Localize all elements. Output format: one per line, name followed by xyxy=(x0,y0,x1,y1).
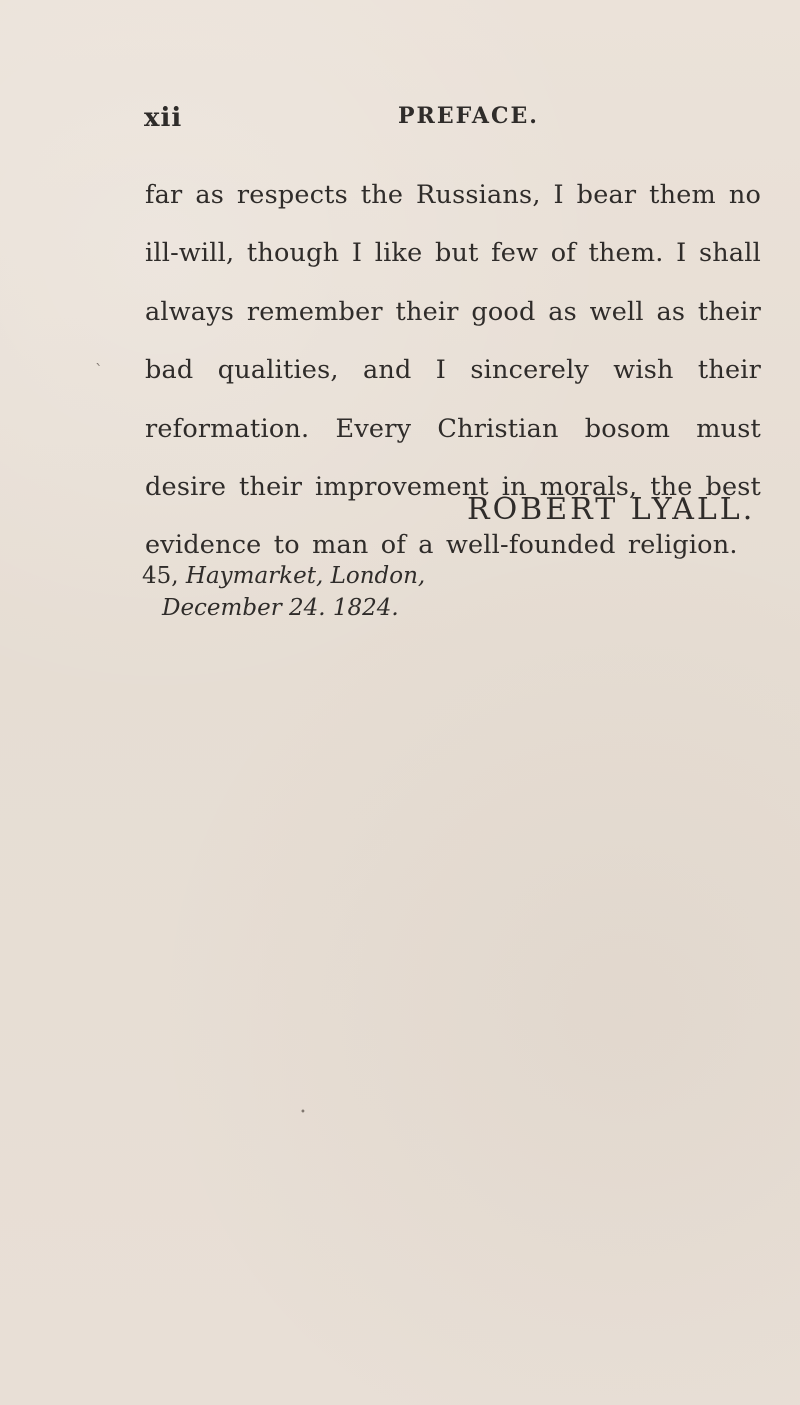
page-header xyxy=(0,103,800,143)
page-number: xii xyxy=(144,103,183,133)
preface-paragraph: far as respects the Russians, I bear them no ill-will, though I like but few of them. I shall always remember their good as well as their bad qualities, and I sincerely wish their reformation. Every Christian bosom must desire their improvement in morals, the best evidence to man of a well-founded religion. xyxy=(145,180,761,561)
street-number: 45, xyxy=(142,563,179,589)
address-line xyxy=(142,560,562,592)
author-signature: ROBERT LYALL. xyxy=(467,492,756,527)
street-address: Haymarket, London, xyxy=(185,563,426,589)
date-line: December 24. 1824. xyxy=(162,595,399,621)
paper-mark: ` xyxy=(95,361,103,380)
paper-mark: • xyxy=(300,1107,306,1118)
place-date-block xyxy=(142,560,562,624)
running-head: PREFACE. xyxy=(398,103,539,129)
